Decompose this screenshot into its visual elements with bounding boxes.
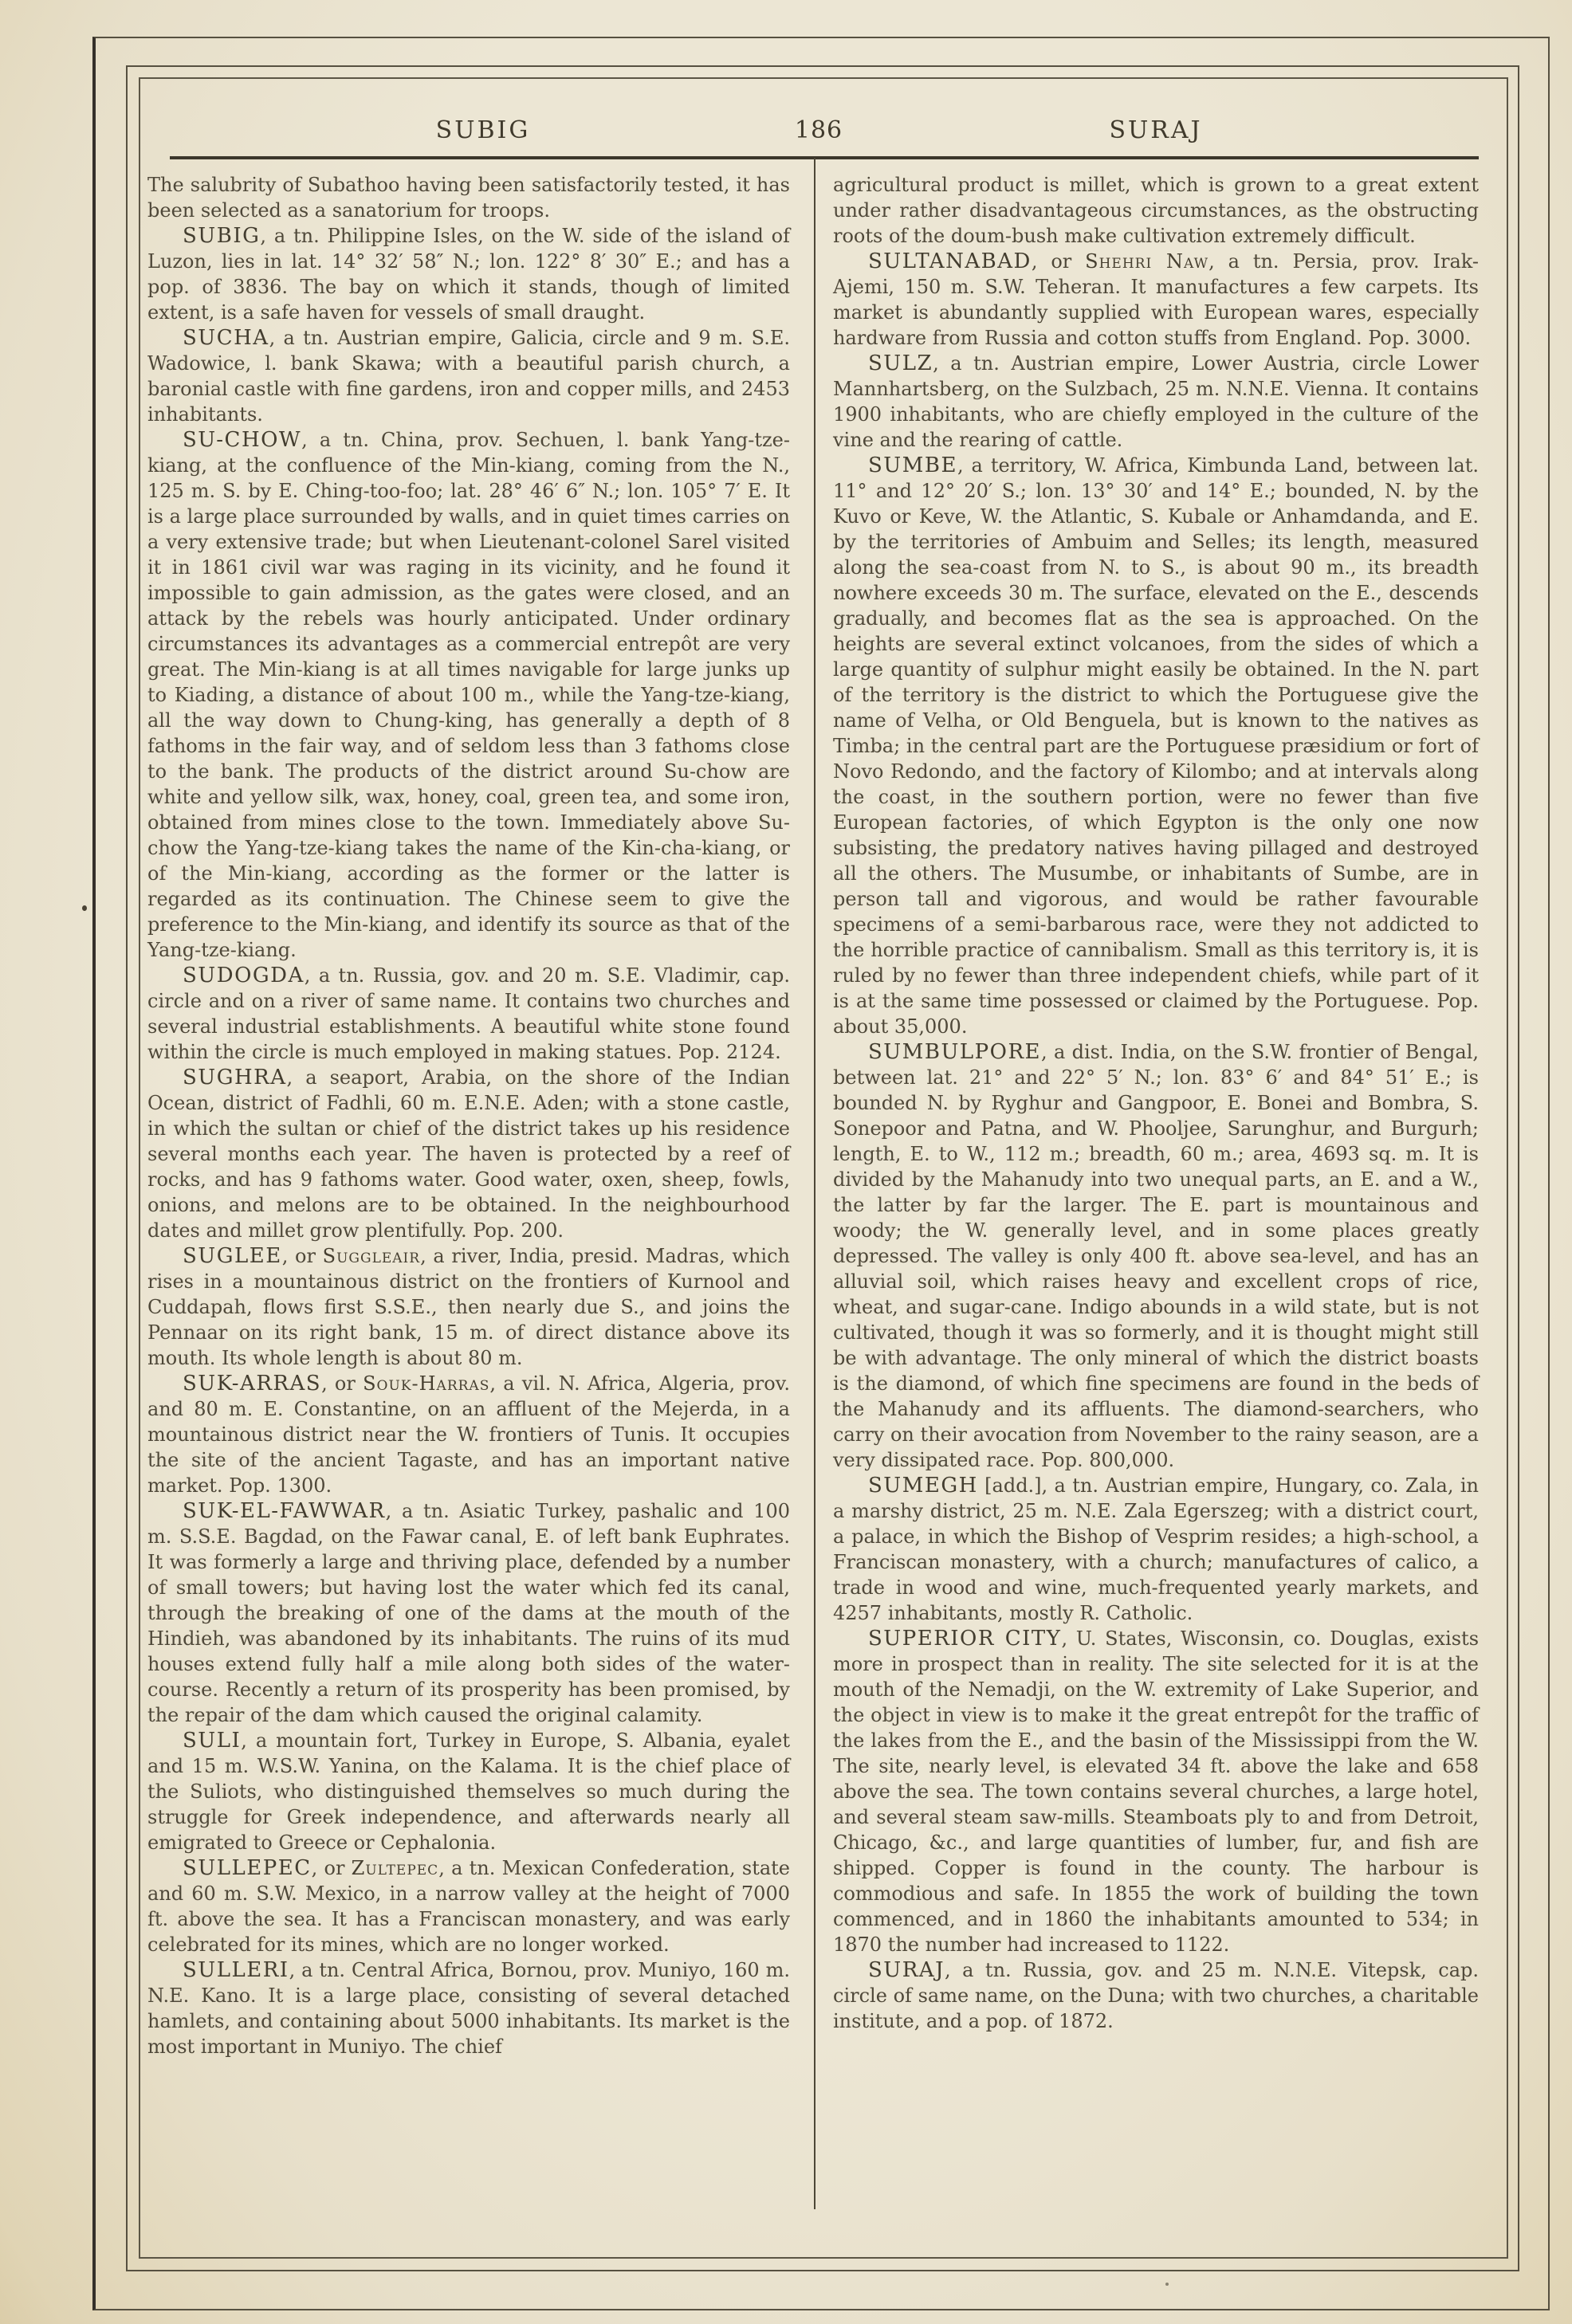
left-column	[147, 172, 790, 2059]
entry-paragraph	[833, 351, 1479, 453]
entry-paragraph	[147, 427, 790, 963]
entry-text: , a tn. Persia, prov. Irak-Ajemi, 150 m. S.W. Teheran. It manufactures a few carpets. Its market is abundantly supplied with European wares, especially hardware from Russia and cotton stuffs from England. Pop. 3000.	[833, 250, 1479, 349]
entry-text: , or	[281, 1245, 323, 1267]
entry-paragraph	[147, 223, 790, 325]
running-head	[147, 116, 1479, 151]
entry-paragraph	[147, 1371, 790, 1498]
right-column	[833, 172, 1479, 2034]
column-divider	[814, 158, 815, 2209]
entry-text: , a seaport, Arabia, on the shore of the Indian Ocean, district of Fadhli, 60 m. E.N.E. Aden; with a stone castle, in which the sultan or chief of the district takes up his residence several months each year. The haven is protected by a reef of rocks, and has 9 fathoms water. Good water, oxen, sheep, fowls, onions, and melons are to be obtained. In the neighbourhood dates and millet grow plentifully. Pop. 200.	[147, 1066, 790, 1242]
entry-term: SUDOGDA	[183, 964, 305, 987]
entry-term: SULZ	[868, 351, 933, 375]
entry-text: , a tn. Russia, gov. and 25 m. N.N.E. Vitepsk, cap. circle of same name, on the Duna; with two churches, a charitable institute, and a pop. of 1872.	[833, 1959, 1479, 2032]
entry-text: , a tn. Austrian empire, Lower Austria, circle Lower Mannhartsberg, on the Sulzbach, 25 m. N.N.E. Vienna. It contains 1900 inhabitants, who are chiefly employed in the culture of the vine and the rearing of cattle.	[833, 352, 1479, 451]
entry-term: SULLERI	[183, 1958, 289, 1982]
entry-term: SUK-ARRAS	[183, 1372, 322, 1396]
entry-term: SUK-EL-FAWWAR	[183, 1499, 386, 1523]
entry-term: SULI	[183, 1729, 242, 1753]
entry-paragraph	[833, 1473, 1479, 1626]
entry-paragraph	[147, 1243, 790, 1371]
entry-alt-term: Zultepec	[351, 1857, 439, 1879]
entry-text: , a tn. Philippine Isles, on the W. side of the island of Luzon, lies in lat. 14° 32′ 58″ N.; lon. 122° 8′ 30″ E.; and has a pop. of 3836. The bay on which it stands, though of limited extent, is a safe haven for vessels of small draught.	[147, 225, 790, 324]
ink-speck	[82, 905, 87, 911]
header-rule	[170, 156, 1479, 159]
entry-paragraph	[147, 1498, 790, 1728]
entry-text: , a mountain fort, Turkey in Europe, S. Albania, eyalet and 15 m. W.S.W. Yanina, on the Kalama. It is the chief place of the Suliots, who distinguished themselves so much during the struggle for Greek independence, and afterwards nearly all emigrated to Greece or Cephalonia.	[147, 1729, 790, 1854]
entry-text: , a river, India, presid. Madras, which rises in a mountainous district on the frontiers of Kurnool and Cuddapah, flows first S.S.E., then nearly due S., and joins the Pennaar on its right bank, 15 m. of direct distance above its mouth. Its whole length is about 80 m.	[147, 1245, 790, 1369]
entry-text: [add.], a tn. Austrian empire, Hungary, co. Zala, in a marshy district, 25 m. N.E. Zala Egerszeg; with a district court, a palace, in which the Bishop of Vesprim resides; a high-school, a Franciscan monastery, with a church; manufactures of calico, a trade in wood and wine, much-frequented yearly markets, and 4257 inhabitants, mostly R. Catholic.	[833, 1474, 1479, 1624]
entry-paragraph	[833, 172, 1479, 249]
entry-term: SURAJ	[868, 1958, 945, 1982]
entry-term: SUGHRA	[183, 1066, 287, 1089]
entry-paragraph	[833, 1957, 1479, 2034]
entry-text: , a tn. Austrian empire, Galicia, circle and 9 m. S.E. Wadowice, l. bank Skawa; with a beautiful parish church, a baronial castle with fine gardens, iron and copper mills, and 2453 inhabitants.	[147, 327, 790, 426]
entry-alt-term: Shehri Naw	[1085, 250, 1209, 273]
entry-term: SUMBULPORE	[868, 1040, 1041, 1064]
entry-alt-term: Souk-Harras	[363, 1372, 490, 1395]
running-head-right-word: SURAJ	[1109, 116, 1203, 144]
ink-speck	[1165, 2283, 1169, 2286]
entry-text: , or	[1031, 250, 1086, 273]
entry-text: , U. States, Wisconsin, co. Douglas, exists more in prospect than in reality. The site selected for it is at the mouth of the Nemadji, on the W. extremity of Lake Superior, and the object in view is to make it the great entrepôt for the traffic of the lakes from the E., and the basin of the Mississippi from the W. The site, nearly level, is elevated 34 ft. above the lake and 658 above the sea. The town contains several churches, a large hotel, and several steam saw-mills. Steamboats ply to and from Detroit, Chicago, &c., and large quantities of lumber, fur, and fish are shipped. Copper is found in the county. The harbour is commodious and safe. In 1855 the work of building the town commenced, and in 1860 the inhabitants amounted to 534; in 1870 the number had increased to 1122.	[833, 1627, 1480, 1956]
entry-paragraph	[833, 249, 1479, 351]
entry-paragraph	[147, 172, 790, 223]
entry-text: , a dist. India, on the S.W. frontier of Bengal, between lat. 21° and 22° 5′ N.; lon. 83° 6′ and 84° 51′ E.; is bounded N. by Ryghur and Gangpoor, E. Bonei and Bombra, S. Sonepoor and Patna, and W. Phooljee, Sarunghur, and Burgurh; length, E. to W., 112 m.; breadth, 60 m.; area, 4693 sq. m. It is divided by the Mahanudy into two unequal parts, an E. and a W., the latter by far the larger. The E. part is mountainous and woody; the W. generally level, and in some places greatly depressed. The valley is only 400 ft. above sea-level, and has an alluvial soil, which raises heavy and excellent crops of rice, wheat, and sugar-cane. Indigo abounds in a wild state, but is not cultivated, though it was so formerly, and it is thought might still be with advantage. The only mineral of which the district boasts is the diamond, of which fine specimens are found in the beds of the Mahanudy and its affluents. The diamond-searchers, who carry on their avocation from November to the rainy season, are a very dissipated race. Pop. 800,000.	[833, 1041, 1479, 1471]
entry-text: , a tn. Mexican Confederation, state and 60 m. S.W. Mexico, in a narrow valley at the height of 7000 ft. above the sea. It has a Franciscan monastery, and was early celebrated for its mines, which are no longer worked.	[147, 1857, 790, 1956]
entry-term: SUMEGH	[868, 1474, 978, 1498]
entry-text: , a territory, W. Africa, Kimbunda Land, between lat. 11° and 12° 20′ S.; lon. 13° 30′ and 14° E.; bounded, N. by the Kuvo or Keve, W. the Atlantic, S. Kubale or Anhamdanda, and E. by the territories of Ambuim and Selles; its length, measured along the sea-coast from N. to S., is about 90 m., its breadth nowhere exceeds 30 m. The surface, elevated on the E., descends gradually, and becomes flat as the sea is approached. On the heights are several extinct volcanoes, from the sides of which a large quantity of sulphur might easily be obtained. In the N. part of the territory is the district to which the Portuguese give the name of Velha, or Old Benguela, but is known to the natives as Timba; in the central part are the Portuguese præsidium or fort of Novo Redondo, and the factory of Kilombo; and at intervals along the coast, in the southern portion, were no fewer than five European factories, of which Egypton is the only one now subsisting, the predatory natives having pillaged and destroyed all the others. The Musumbe, or inhabitants of Sumbe, are in person tall and vigorous, and would be rather favourable specimens of a semi-barbarous race, were they not addicted to the horrible practice of cannibalism. Small as this territory is, it is ruled by no fewer than three independent chiefs, while part of it is at the same time possessed or claimed by the Portuguese. Pop. about 35,000.	[833, 454, 1479, 1038]
entry-text: agricultural product is millet, which is grown to a great extent under rather disadvantageous circumstances, as the obstructing roots of the doum-bush make cultivation extremely difficult.	[833, 174, 1479, 247]
entry-term: SUGLEE	[183, 1244, 282, 1268]
entry-text: , a tn. China, prov. Sechuen, l. bank Yang-tze-kiang, at the confluence of the Min-kiang, coming from the N., 125 m. S. by E. Ching-too-foo; lat. 28° 46′ 6″ N.; lon. 105° 7′ E. It is a large place surrounded by walls, and in quiet times carries on a very extensive trade; but when Lieutenant-colonel Sarel visited it in 1861 civil war was raging in its vicinity, and he found it impossible to gain admission, as the gates were closed, and an attack by the rebels was hourly anticipated. Under ordinary circumstances its advantages as a commercial entrepôt are very great. The Min-kiang is at all times navigable for large junks up to Kiading, a distance of about 100 m., while the Yang-tze-kiang, all the way down to Chung-king, has generally a depth of 8 fathoms in the fair way, and of seldom less than 3 fathoms close to the bank. The products of the district around Su-chow are white and yellow silk, wax, honey, coal, green tea, and some iron, obtained from mines close to the town. Immediately above Su-chow the Yang-tze-kiang takes the name of the Kin-cha-kiang, or of the Min-kiang, according as the former or the latter is regarded as its continuation. The Chinese seem to give the preference to the Min-kiang, and identify its source as that of the Yang-tze-kiang.	[147, 429, 790, 961]
entry-text: , a tn. Central Africa, Bornou, prov. Muniyo, 160 m. N.E. Kano. It is a large place, consisting of several detached hamlets, and containing about 5000 inhabitants. Its market is the most important in Muniyo. The chief	[147, 1959, 790, 2058]
entry-paragraph	[147, 1065, 790, 1243]
entry-term: SUBIG	[183, 224, 261, 248]
entry-term: SUPERIOR CITY	[868, 1627, 1062, 1651]
entry-text: , a vil. N. Africa, Algeria, prov. and 80 m. E. Constantine, on an affluent of the Mejerda, in a mountainous district near the W. frontiers of Tunis. It occupies the site of the ancient Tagaste, and has an important native market. Pop. 1300.	[147, 1372, 790, 1497]
entry-text: , a tn. Asiatic Turkey, pashalic and 100 m. S.S.E. Bagdad, on the Fawar canal, E. of left bank Euphrates. It was formerly a large and thriving place, defended by a number of small towers; but having lost the water which fed its canal, through the breaking of one of the dams at the mouth of the Hindieh, was abandoned by its inhabitants. The ruins of its mud houses extend fully half a mile along both sides of the water-course. Recently a return of its prosperity has been promised, by the repair of the dam which caused the original calamity.	[147, 1500, 790, 1726]
entry-alt-term: Suggleair	[322, 1245, 421, 1267]
entry-paragraph	[147, 1728, 790, 1855]
entry-term: SU-CHOW	[183, 428, 302, 452]
entry-paragraph	[833, 1626, 1479, 1957]
entry-text: , a tn. Russia, gov. and 20 m. S.E. Vladimir, cap. circle and on a river of same name. It contains two churches and several industrial establishments. A beautiful white stone found within the circle is much employed in making statues. Pop. 2124.	[147, 964, 790, 1063]
entry-paragraph	[833, 1039, 1479, 1473]
page-number: 186	[794, 116, 843, 144]
entry-text: , or	[321, 1372, 364, 1395]
entry-term: SUMBE	[868, 453, 957, 477]
entry-paragraph	[147, 963, 790, 1065]
entry-term: SULLEPEC	[183, 1856, 312, 1880]
entry-paragraph	[833, 453, 1479, 1039]
page-text-block	[147, 112, 1479, 2232]
entry-text: The salubrity of Subathoo having been satisfactorily tested, it has been selected as a sanatorium for troops.	[147, 174, 790, 222]
entry-paragraph	[147, 325, 790, 427]
entry-term: SULTANABAD	[868, 249, 1032, 273]
running-head-left-word: SUBIG	[435, 116, 531, 144]
entry-paragraph	[147, 1957, 790, 2059]
entry-text: , or	[311, 1857, 352, 1879]
entry-paragraph	[147, 1855, 790, 1957]
entry-term: SUCHA	[183, 326, 269, 350]
